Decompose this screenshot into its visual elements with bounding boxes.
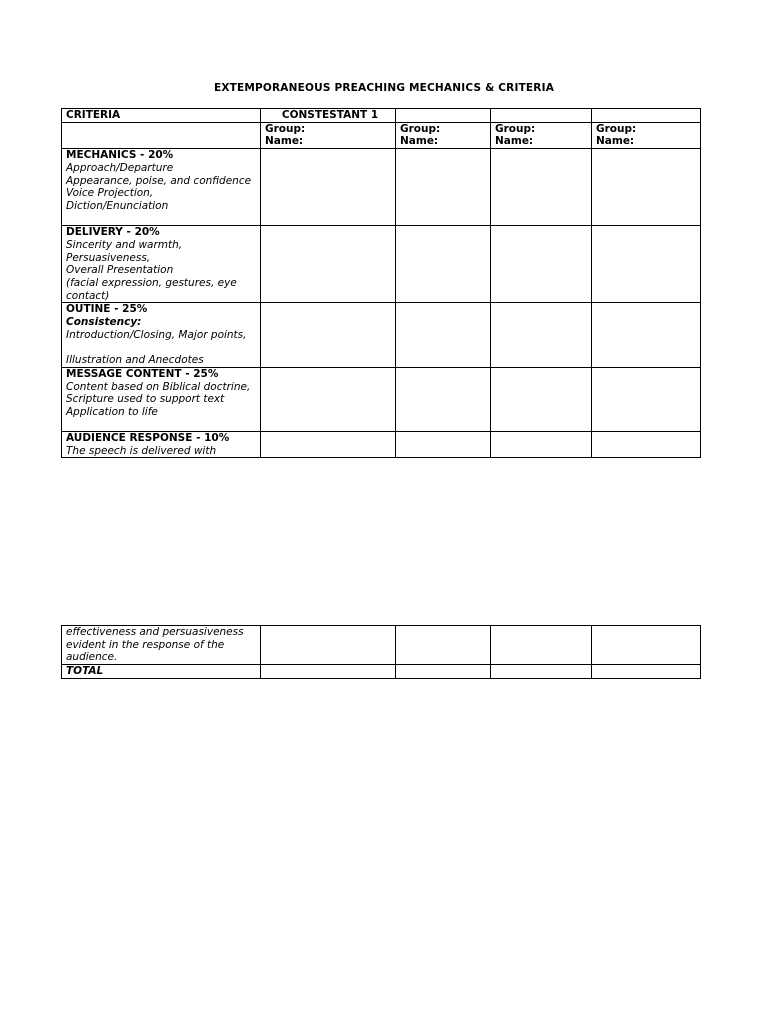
criteria-row-delivery bbox=[62, 226, 701, 303]
total-cell[interactable] bbox=[396, 665, 491, 679]
criteria-line: The speech is delivered with bbox=[66, 444, 217, 457]
contestant-header-label: CONSTESTANT 1 bbox=[281, 109, 379, 121]
criteria-table-continued bbox=[61, 625, 701, 679]
group-label: Group: bbox=[400, 122, 441, 135]
score-cell[interactable] bbox=[491, 149, 592, 226]
score-cell[interactable] bbox=[491, 226, 592, 303]
document-title: EXTEMPORANEOUS PREACHING MECHANICS & CRITERIA bbox=[213, 82, 555, 94]
criteria-heading: AUDIENCE RESPONSE - 10% bbox=[66, 431, 230, 444]
name-label: Name: bbox=[495, 135, 534, 148]
score-cell[interactable] bbox=[396, 431, 491, 457]
criteria-header bbox=[62, 109, 261, 123]
criteria-row-mechanics bbox=[62, 149, 701, 226]
name-label: Name: bbox=[400, 135, 439, 148]
criteria-line: Application to life bbox=[66, 405, 158, 418]
criteria-cell bbox=[62, 367, 261, 431]
contestant-header bbox=[261, 109, 396, 123]
criteria-line: (facial expression, gestures, eye contact) bbox=[66, 276, 237, 302]
criteria-row-audience-response-continued bbox=[62, 626, 701, 665]
criteria-line: Sincerity and warmth, bbox=[66, 238, 183, 251]
subheader-empty-cell bbox=[62, 122, 261, 148]
group-name-cell bbox=[491, 122, 592, 148]
score-cell[interactable] bbox=[261, 626, 396, 665]
score-cell[interactable] bbox=[592, 226, 701, 303]
score-cell[interactable] bbox=[396, 626, 491, 665]
group-label: Group: bbox=[265, 122, 306, 135]
criteria-heading: OUTINE - 25% bbox=[66, 303, 148, 316]
criteria-cell bbox=[62, 226, 261, 303]
group-name-cell bbox=[396, 122, 491, 148]
score-cell[interactable] bbox=[592, 367, 701, 431]
total-row bbox=[62, 665, 701, 679]
score-cell[interactable] bbox=[396, 367, 491, 431]
score-cell[interactable] bbox=[396, 303, 491, 368]
criteria-cell bbox=[62, 626, 261, 665]
criteria-heading: MESSAGE CONTENT - 25% bbox=[66, 367, 219, 380]
score-cell[interactable] bbox=[491, 431, 592, 457]
table-header-row bbox=[62, 109, 701, 123]
criteria-line: Overall Presentation bbox=[66, 264, 174, 277]
score-cell[interactable] bbox=[396, 149, 491, 226]
criteria-line: Introduction/Closing, Major points, bbox=[66, 328, 247, 341]
score-cell[interactable] bbox=[491, 303, 592, 368]
score-cell[interactable] bbox=[396, 226, 491, 303]
criteria-line: Appearance, poise, and confidence bbox=[66, 174, 252, 187]
criteria-cell bbox=[62, 303, 261, 368]
criteria-cell bbox=[62, 149, 261, 226]
criteria-line: Persuasiveness, bbox=[66, 251, 151, 264]
group-label: Group: bbox=[596, 122, 637, 135]
criteria-line: Illustration and Anecdotes bbox=[66, 354, 204, 367]
criteria-table bbox=[61, 108, 701, 458]
header-empty-cell bbox=[491, 109, 592, 123]
total-label: TOTAL bbox=[66, 665, 104, 678]
name-label: Name: bbox=[596, 135, 635, 148]
name-label: Name: bbox=[265, 135, 304, 148]
score-cell[interactable] bbox=[261, 367, 396, 431]
criteria-subheading: Consistency: bbox=[66, 316, 142, 329]
group-name-cell bbox=[592, 122, 701, 148]
score-cell[interactable] bbox=[261, 226, 396, 303]
table-subheader-row bbox=[62, 122, 701, 148]
score-cell[interactable] bbox=[592, 149, 701, 226]
criteria-line: Content based on Biblical doctrine, bbox=[66, 380, 251, 393]
score-cell[interactable] bbox=[261, 149, 396, 226]
header-empty-cell bbox=[396, 109, 491, 123]
criteria-heading: DELIVERY - 20% bbox=[66, 226, 160, 239]
total-cell[interactable] bbox=[491, 665, 592, 679]
score-cell[interactable] bbox=[261, 303, 396, 368]
score-cell[interactable] bbox=[491, 626, 592, 665]
criteria-line: Diction/Enunciation bbox=[66, 199, 169, 212]
criteria-line: Scripture used to support text bbox=[66, 393, 225, 406]
total-cell[interactable] bbox=[261, 665, 396, 679]
criteria-blank-line bbox=[66, 341, 260, 354]
score-cell[interactable] bbox=[261, 431, 396, 457]
score-cell[interactable] bbox=[592, 431, 701, 457]
criteria-continuation-text: effectiveness and persuasiveness evident in the response of the audience. bbox=[66, 626, 244, 664]
header-empty-cell bbox=[592, 109, 701, 123]
score-cell[interactable] bbox=[491, 367, 592, 431]
total-label-cell bbox=[62, 665, 261, 679]
criteria-row-audience-response bbox=[62, 431, 701, 457]
criteria-cell bbox=[62, 431, 261, 457]
criteria-row-message-content bbox=[62, 367, 701, 431]
criteria-header-label: CRITERIA bbox=[66, 109, 121, 121]
criteria-line: Voice Projection, bbox=[66, 187, 154, 200]
score-cell[interactable] bbox=[592, 626, 701, 665]
score-cell[interactable] bbox=[592, 303, 701, 368]
criteria-line: Approach/Departure bbox=[66, 161, 174, 174]
criteria-row-outline bbox=[62, 303, 701, 368]
total-cell[interactable] bbox=[592, 665, 701, 679]
group-name-cell bbox=[261, 122, 396, 148]
criteria-heading: MECHANICS - 20% bbox=[66, 149, 174, 162]
group-label: Group: bbox=[495, 122, 536, 135]
